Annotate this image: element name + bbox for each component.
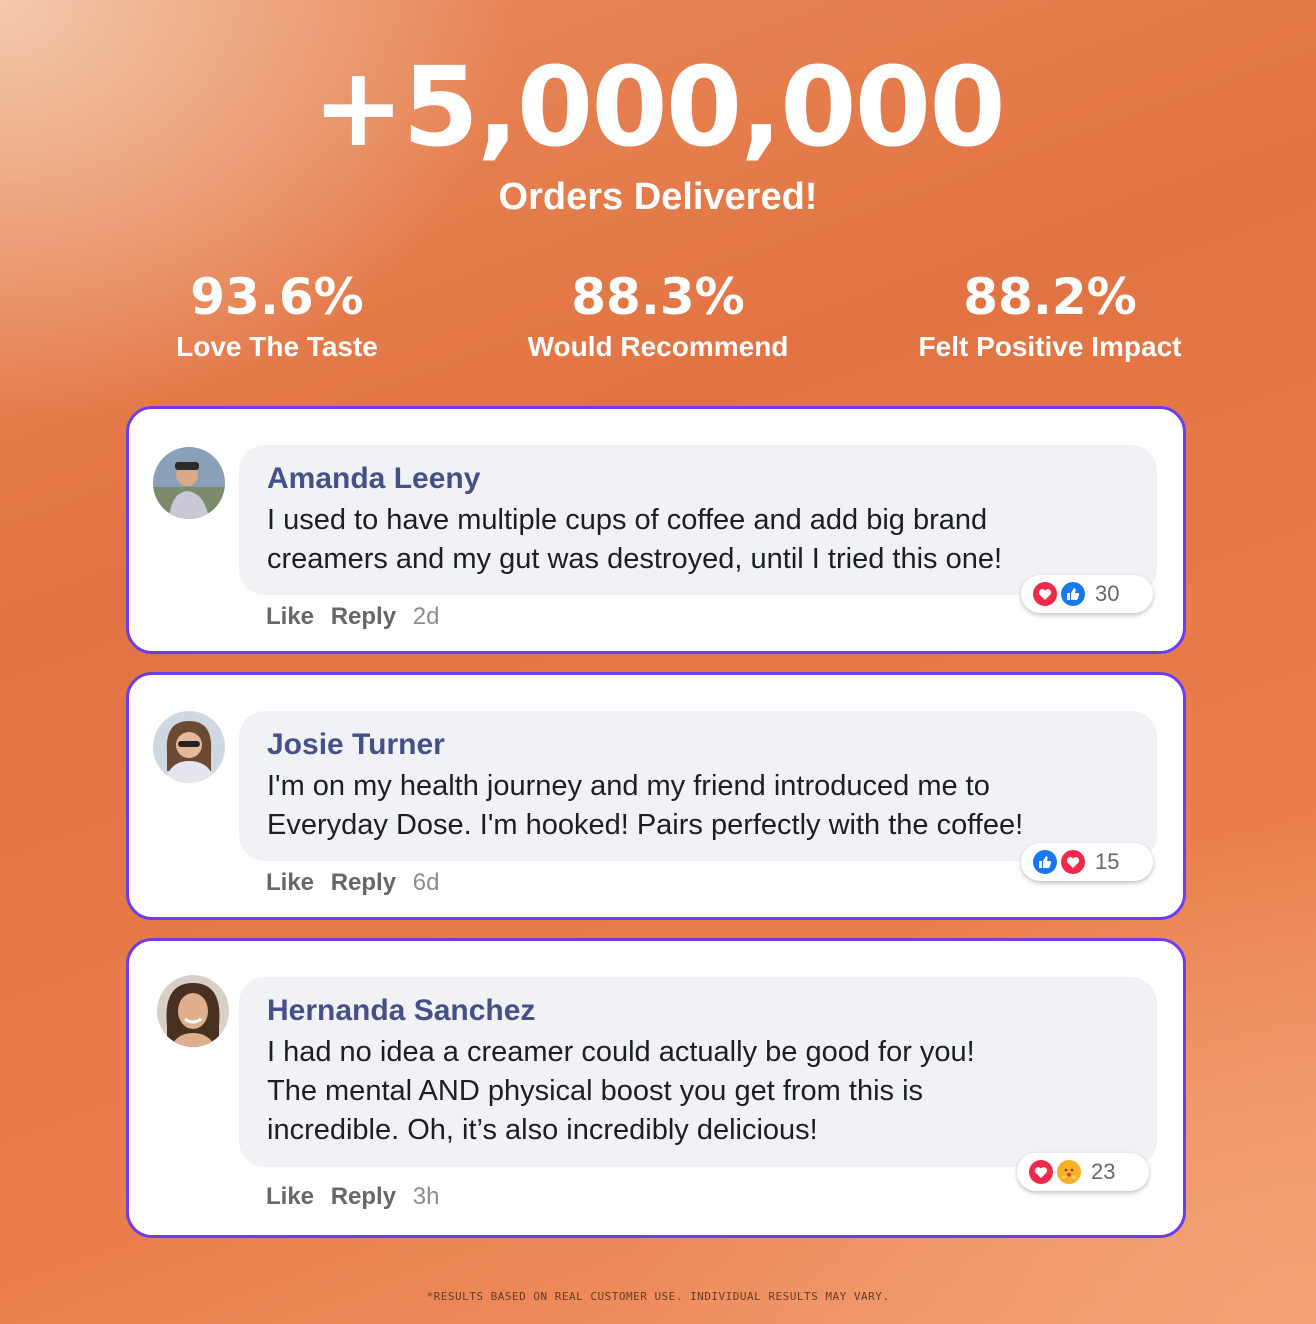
reaction-count: 30 — [1095, 581, 1120, 606]
like-link[interactable]: Like — [266, 1183, 315, 1210]
comment-text — [267, 1033, 1131, 1150]
like-link[interactable]: Like — [266, 603, 315, 630]
comment-line: The mental AND physical boost you get from this is — [267, 1075, 924, 1107]
reactions-summary[interactable] — [1017, 1153, 1149, 1191]
thumbs-up-icon — [1061, 582, 1085, 606]
orders-delivered-subtitle: Orders Delivered! — [498, 176, 818, 218]
comment-text — [267, 501, 1131, 579]
comment-actions — [266, 603, 449, 631]
reaction-count: 15 — [1095, 849, 1120, 874]
orders-count-headline: +5,000,000 — [312, 43, 1004, 171]
comment-text — [267, 767, 1131, 845]
stat-positive-impact — [870, 268, 1230, 364]
comment-bubble — [239, 711, 1157, 861]
commenter-name[interactable]: Amanda Leeny — [267, 462, 481, 495]
comment-card — [126, 406, 1186, 654]
like-link[interactable]: Like — [266, 869, 315, 896]
comment-bubble — [239, 445, 1157, 595]
comment-line: Everyday Dose. I'm hooked! Pairs perfectly with the coffee! — [267, 809, 1024, 841]
comment-line: I used to have multiple cups of coffee and add big brand — [267, 504, 988, 536]
stat-label: Love The Taste — [176, 331, 378, 362]
comment-line: I had no idea a creamer could actually be good for you! — [267, 1036, 975, 1068]
commenter-name[interactable]: Josie Turner — [267, 728, 445, 761]
reply-link[interactable]: Reply — [330, 869, 397, 896]
stat-label: Would Recommend — [527, 331, 789, 362]
reactions-summary[interactable] — [1021, 575, 1153, 613]
reply-link[interactable]: Reply — [330, 603, 397, 630]
avatar[interactable] — [157, 975, 229, 1047]
stat-label: Felt Positive Impact — [918, 331, 1182, 362]
comment-line: incredible. Oh, it’s also incredibly delicious! — [267, 1114, 818, 1146]
heart-icon — [1033, 582, 1057, 606]
stat-would-recommend — [478, 268, 838, 364]
comment-actions — [266, 869, 449, 897]
avatar[interactable] — [153, 447, 225, 519]
comment-card — [126, 938, 1186, 1238]
comment-timestamp: 3h — [412, 1183, 440, 1210]
stat-value: 88.2% — [963, 268, 1137, 326]
thumbs-up-icon — [1033, 850, 1057, 874]
comment-line: creamers and my gut was destroyed, until I tried this one! — [267, 543, 1003, 575]
comment-card — [126, 672, 1186, 920]
reaction-count: 23 — [1091, 1159, 1116, 1184]
comment-timestamp: 6d — [412, 869, 440, 896]
reply-link[interactable]: Reply — [330, 1183, 397, 1210]
heart-icon — [1029, 1160, 1053, 1184]
comment-timestamp: 2d — [412, 603, 440, 630]
heart-icon — [1061, 850, 1085, 874]
commenter-name[interactable]: Hernanda Sanchez — [267, 994, 536, 1027]
stat-value: 88.3% — [571, 268, 745, 326]
care-hug-icon — [1057, 1160, 1081, 1184]
comment-line: I'm on my health journey and my friend introduced me to — [267, 770, 990, 802]
disclaimer-footnote: *RESULTS BASED ON REAL CUSTOMER USE. INDIVIDUAL RESULTS MAY VARY. — [426, 1290, 890, 1303]
avatar[interactable] — [153, 711, 225, 783]
stat-love-taste — [97, 268, 457, 364]
comment-actions — [266, 1183, 449, 1211]
stat-value: 93.6% — [190, 268, 364, 326]
comment-bubble — [239, 977, 1157, 1167]
reactions-summary[interactable] — [1021, 843, 1153, 881]
